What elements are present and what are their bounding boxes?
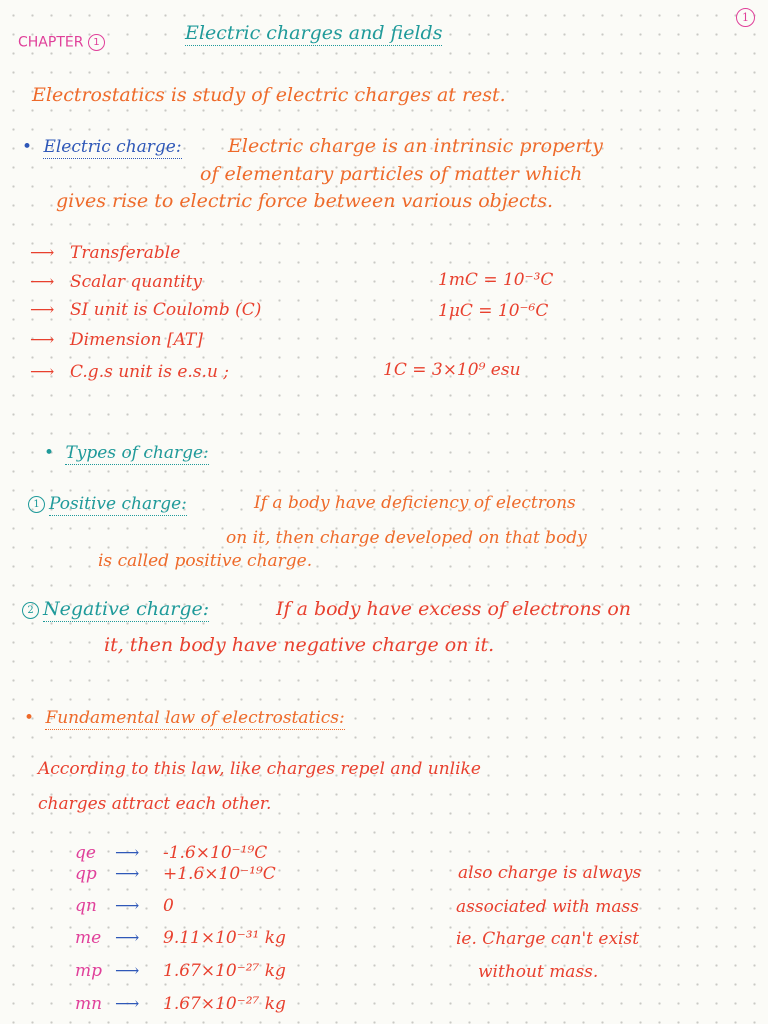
page-number: 1 bbox=[736, 8, 755, 27]
arrow-right-icon: ⟶ bbox=[115, 896, 140, 916]
arrow-right-icon: ⟶ bbox=[115, 994, 140, 1014]
arrow-right-icon: ⟶ bbox=[30, 362, 55, 382]
particle-symbol: qe bbox=[75, 843, 96, 863]
electric-charge-line-3: gives rise to electric force between various objects. bbox=[56, 190, 554, 212]
arrow-right-icon: ⟶ bbox=[30, 272, 55, 292]
particle-value: 9.11×10⁻³¹ kg bbox=[163, 928, 286, 948]
property-text: C.g.s unit is e.s.u ; bbox=[70, 362, 230, 382]
types-heading-text: Types of charge: bbox=[65, 443, 209, 463]
positive-charge-label-text: Positive charge: bbox=[49, 494, 187, 514]
particle-value: 0 bbox=[163, 896, 174, 916]
number-2-icon: 2 bbox=[22, 602, 39, 619]
property-item bbox=[30, 243, 180, 263]
chapter-label-text: CHAPTER bbox=[18, 34, 84, 51]
property-item bbox=[30, 362, 229, 382]
page-title: Electric charges and fields bbox=[185, 22, 443, 44]
property-item bbox=[30, 300, 261, 320]
particle-symbol: qp bbox=[75, 864, 97, 884]
arrow-right-icon: ⟶ bbox=[30, 330, 55, 350]
bullet-icon: • bbox=[24, 708, 35, 728]
positive-charge-line-1: If a body have deficiency of electrons bbox=[254, 493, 576, 513]
particle-symbol: qn bbox=[75, 896, 97, 916]
conversion-esu: 1C = 3×10⁹ esu bbox=[383, 360, 521, 380]
chapter-number: 1 bbox=[88, 34, 105, 51]
conversion-uc: 1μC = 10⁻⁶C bbox=[438, 301, 549, 321]
particle-value: 1.67×10⁻²⁷ kg bbox=[163, 961, 286, 981]
electric-charge-line-1: Electric charge is an intrinsic property bbox=[228, 135, 603, 157]
arrow-right-icon: ⟶ bbox=[115, 961, 140, 981]
arrow-right-icon: ⟶ bbox=[115, 843, 140, 863]
number-1-icon: 1 bbox=[28, 496, 45, 513]
mass-note-line-2: associated with mass bbox=[456, 897, 639, 917]
particle-row bbox=[75, 961, 286, 981]
fundamental-line-1: According to this law, like charges repel and unlike bbox=[38, 759, 481, 779]
mass-note-line-3: ie. Charge can't exist bbox=[456, 929, 640, 949]
fundamental-line-2: charges attract each other. bbox=[38, 794, 272, 814]
fundamental-heading-text: Fundamental law of electrostatics: bbox=[45, 708, 345, 728]
chapter-label bbox=[18, 34, 109, 51]
particle-row bbox=[75, 928, 286, 948]
arrow-right-icon: ⟶ bbox=[115, 864, 140, 884]
negative-charge-line-1: If a body have excess of electrons on bbox=[276, 598, 632, 620]
electric-charge-heading bbox=[22, 137, 182, 157]
types-heading bbox=[44, 443, 209, 463]
particle-value: +1.6×10⁻¹⁹C bbox=[163, 864, 276, 884]
mass-note-line-1: also charge is always bbox=[458, 863, 642, 883]
arrow-right-icon: ⟶ bbox=[115, 928, 140, 948]
particle-symbol: mp bbox=[75, 961, 103, 981]
bullet-icon: • bbox=[22, 137, 33, 157]
electric-charge-line-2: of elementary particles of matter which bbox=[200, 163, 583, 185]
property-item bbox=[30, 272, 202, 292]
negative-charge-line-2: it, then body have negative charge on it. bbox=[104, 634, 495, 656]
mass-note-line-4: without mass. bbox=[478, 962, 599, 982]
electric-charge-label: Electric charge: bbox=[43, 137, 182, 157]
particle-value: -1.6×10⁻¹⁹C bbox=[163, 843, 268, 863]
negative-charge-label-text: Negative charge: bbox=[43, 598, 210, 620]
intro-text: Electrostatics is study of electric charges at rest. bbox=[32, 84, 506, 106]
arrow-right-icon: ⟶ bbox=[30, 243, 55, 263]
positive-charge-line-2: on it, then charge developed on that body bbox=[226, 528, 587, 548]
property-text: SI unit is Coulomb (C) bbox=[70, 300, 262, 320]
conversion-mc: 1mC = 10⁻³C bbox=[438, 270, 554, 290]
positive-charge-line-3: is called positive charge. bbox=[98, 551, 313, 571]
bullet-icon: • bbox=[44, 443, 55, 463]
negative-charge-label bbox=[22, 598, 209, 620]
property-item bbox=[30, 330, 203, 350]
arrow-right-icon: ⟶ bbox=[30, 300, 55, 320]
particle-row bbox=[75, 864, 276, 884]
particle-value: 1.67×10⁻²⁷ kg bbox=[163, 994, 286, 1014]
particle-row bbox=[75, 994, 286, 1014]
property-text: Dimension [AT] bbox=[70, 330, 203, 350]
particle-row bbox=[75, 843, 267, 863]
fundamental-heading bbox=[24, 708, 345, 728]
particle-symbol: me bbox=[75, 928, 102, 948]
particle-row bbox=[75, 896, 174, 916]
particle-symbol: mn bbox=[75, 994, 103, 1014]
property-text: Transferable bbox=[70, 243, 181, 263]
positive-charge-label bbox=[28, 494, 187, 514]
property-text: Scalar quantity bbox=[70, 272, 203, 292]
